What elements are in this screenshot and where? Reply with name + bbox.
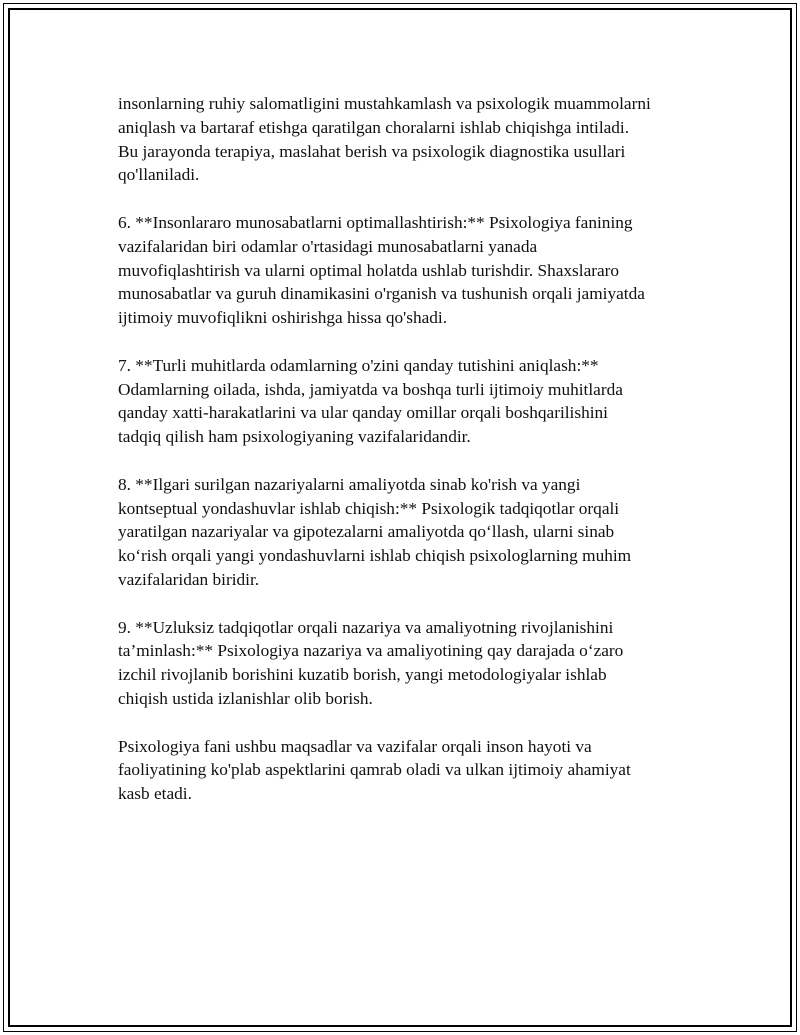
paragraph-item-6: 6. **Insonlararo munosabatlarni optimallashtirish:** Psixologiya fanining vazifalaridan biri odamlar o'rtasidagi munosabatlarni yanada muvofiqlashtirish va ularni optimal holatda ushlab turishdir. Shaxslararo munosabatlar va guruh dinamikasini o'rganish va tushunish orqali jamiyatda ijtimoiy muvofiqlikni oshirishga hissa qo'shadi. (118, 212, 645, 328)
paragraph-item-9: 9. **Uzluksiz tadqiqotlar orqali nazariya va amaliyotning rivojlanishini ta’minlash:** Psixologiya nazariya va amaliyotining qay darajada o‘zaro izchil rivojlanib borishini kuzatib borish, yangi metodologiyalar ishlab chiqish ustida izlanishlar olib borish. (118, 617, 624, 708)
paragraph-item-8: 8. **Ilgari surilgan nazariyalarni amaliyotda sinab ko'rish va yangi kontseptual yondashuvlar ishlab chiqish:** Psixologik tadqiqotlar orqali yaratilgan nazariyalar va gipotezalarni amaliyotda qo‘llash, ularni sinab ko‘rish orqali yangi yondashuvlarni ishlab chiqish psixologlarning muhim vazifalaridan biridir. (118, 474, 632, 589)
document-body (118, 92, 698, 830)
paragraph-conclusion: Psixologiya fani ushbu maqsadlar va vazifalar orqali inson hayoti va faoliyatining ko'plab aspektlarini qamrab oladi va ulkan ijtimoiy ahamiyat kasb etadi. (118, 736, 631, 804)
paragraph-item-7: 7. **Turli muhitlarda odamlarning o'zini qanday tutishini aniqlash:** Odamlarning oilada, ishda, jamiyatda va boshqa turli ijtimoiy muhitlarda qanday xatti-harakatlarini va ular qanday omillar orqali boshqarilishini tadqiq qilish ham psixologiyaning vazifalaridandir. (118, 355, 623, 447)
paragraph-intro-continuation: insonlarning ruhiy salomatligini mustahkamlash va psixologik muammolarni aniqlash va bartaraf etishga qaratilgan choralarni ishlab chiqishga intiladi. Bu jarayonda terapiya, maslahat berish va psixologik diagnostika usullari qo'llaniladi. (118, 94, 651, 185)
